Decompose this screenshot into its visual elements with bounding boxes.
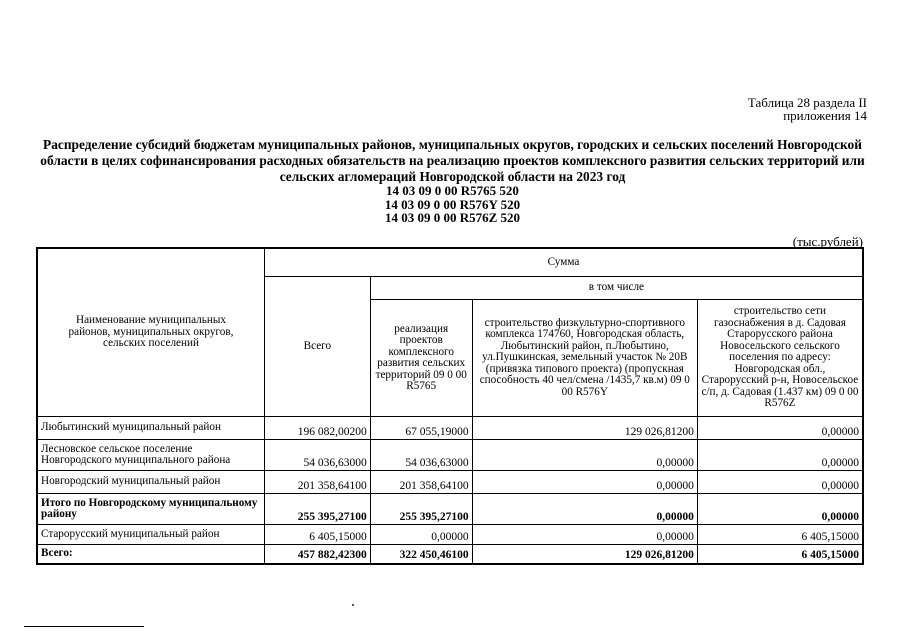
appendix-number: приложения 14 xyxy=(783,108,867,123)
row-name: Старорусский муниципальный район xyxy=(37,525,264,545)
row-b: 129 026,81200 xyxy=(472,417,697,440)
table-row xyxy=(37,471,863,494)
row-c: 0,00000 xyxy=(697,417,863,440)
row-a: 255 395,27100 xyxy=(370,494,472,525)
column-header-a: реализация проектов комплексного развития сельских территорий 09 0 00 R5765 xyxy=(370,300,472,417)
column-header-sum: Сумма xyxy=(264,248,863,276)
budget-code: 14 03 09 0 00 R576Y 520 xyxy=(384,196,521,212)
row-b: 0,00000 xyxy=(472,440,697,471)
table-row xyxy=(37,417,863,440)
row-a: 67 055,19000 xyxy=(370,417,472,440)
table-reference xyxy=(748,96,867,122)
column-header-total: Всего xyxy=(264,276,370,417)
table-row-total xyxy=(37,545,863,564)
footnote-divider xyxy=(24,626,144,627)
budget-code: 14 03 09 0 00 R5765 520 xyxy=(386,183,519,198)
row-name: Новгородский муниципальный район xyxy=(37,471,264,494)
row-b: 0,00000 xyxy=(472,471,697,494)
row-total: 196 082,00200 xyxy=(264,417,370,440)
row-name: Любытинский муниципальный район xyxy=(37,417,264,440)
row-b: 129 026,81200 xyxy=(472,545,697,564)
row-total: 54 036,63000 xyxy=(264,440,370,471)
row-name: Итого по Новгородскому муниципальному району xyxy=(37,494,264,525)
table-number: Таблица 28 раздела II xyxy=(747,95,867,110)
row-c: 6 405,15000 xyxy=(697,525,863,545)
budget-codes xyxy=(0,184,905,225)
row-total: 6 405,15000 xyxy=(264,525,370,545)
column-header-including: в том числе xyxy=(370,276,863,300)
table-row-subtotal xyxy=(37,494,863,525)
stray-mark xyxy=(352,604,354,606)
row-name: Всего: xyxy=(37,545,264,564)
table-row xyxy=(37,440,863,471)
row-a: 322 450,46100 xyxy=(370,545,472,564)
row-b: 0,00000 xyxy=(472,525,697,545)
table-row xyxy=(37,525,863,545)
units-label: (тыс.рублей) xyxy=(792,234,863,249)
document-title: Распределение субсидий бюджетам муниципальных районов, муниципальных округов, городских и сельских поселений Новгородской области в целях софинансирования расходных обязательств на реализацию проектов комплексного развития сельских территорий или сельских агломераций Новгородской области на 2023 год xyxy=(40,137,865,184)
row-name: Лесновское сельское поселение Новгородского муниципального района xyxy=(37,440,264,471)
subsidy-table xyxy=(36,247,864,565)
row-a: 201 358,64100 xyxy=(370,471,472,494)
row-c: 0,00000 xyxy=(697,471,863,494)
row-total: 201 358,64100 xyxy=(264,471,370,494)
budget-code: 14 03 09 0 00 R576Z 520 xyxy=(384,210,521,225)
column-header-name: Наименование муниципальных районов, муниципальных округов, сельских поселений xyxy=(37,248,264,417)
row-total: 255 395,27100 xyxy=(264,494,370,525)
row-c: 6 405,15000 xyxy=(697,545,863,564)
row-c: 0,00000 xyxy=(697,494,863,525)
column-header-c: строительство сети газоснабжения в д. Садовая Старорусского района Новосельского сельского поселения по адресу: Новгородская обл., Старорусский р-н, Новосельское с/п, д. Садовая (1.437 км) 09 0 00 R576Z xyxy=(697,300,863,417)
row-b: 0,00000 xyxy=(472,494,697,525)
row-a: 0,00000 xyxy=(370,525,472,545)
row-c: 0,00000 xyxy=(697,440,863,471)
row-total: 457 882,42300 xyxy=(264,545,370,564)
column-header-b: строительство физкультурно-спортивного комплекса 174760, Новгородская область, Любытинский район, п.Любытино, ул.Пушкинская, земельный участок № 20В (привязка типового проекта) (пропускная способность 40 чел/смена /1435,7 кв.м) 09 0 00 R576Y xyxy=(472,300,697,417)
header-row xyxy=(37,248,863,276)
row-a: 54 036,63000 xyxy=(370,440,472,471)
